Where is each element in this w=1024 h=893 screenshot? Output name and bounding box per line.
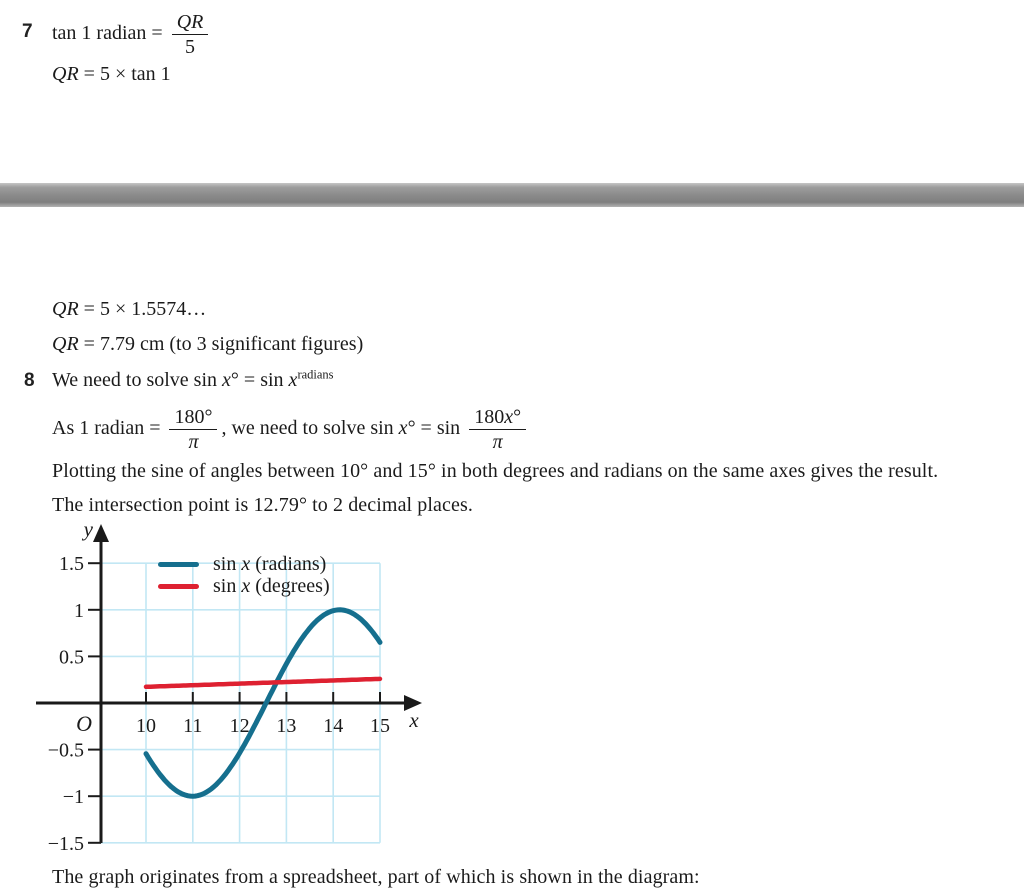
p7-equation-result: QR = 7.79 cm (to 3 significant figures) [52,333,364,355]
x-tick-label: 11 [183,715,203,737]
p8-intersection-text: The intersection point is 12.79° to 2 decimal places. [52,494,473,516]
problem-number-8: 8 [24,370,35,391]
p7-equation-value: QR = 5 × 1.5574… [52,298,207,320]
y-axis-label: y [83,520,93,541]
x-tick-label: 13 [276,715,297,737]
p7-equation-tan: tan 1 radian = $\frac{QR}{5}$ [52,5,212,61]
y-tick-label: −1.5 [47,832,84,855]
p8-plotting-text: Plotting the sine of angles between 10° and 15° in both degrees and radians on the same axes gives the result. [52,460,939,482]
y-tick-label: 1 [74,599,84,622]
origin-label: O [76,711,92,736]
problem-number-7: 7 [22,21,33,42]
y-tick-label: −1 [62,786,84,809]
legend-label-degrees: sin x (degrees) [213,575,330,597]
legend-line-swatch-radians [158,562,199,567]
x-tick-label: 14 [323,715,344,737]
y-axis-arrow-icon [93,524,109,542]
x-tick-label: 15 [370,715,390,737]
y-tick-label: 1.5 [59,553,84,576]
x-tick-label: 10 [136,715,156,737]
x-tick-label: 12 [229,715,250,737]
spreadsheet-caption: The graph originates from a spreadsheet, part of which is shown in the diagram: [52,866,700,888]
y-tick-label: 0.5 [59,646,84,669]
legend-label-radians: sin x (radians) [213,553,327,575]
p7-equation-qr: QR = 5 × tan 1 [52,63,171,85]
legend-line-swatch-degrees [158,584,199,589]
x-axis-label: x [409,708,419,732]
p8-solve-statement: We need to solve $\sin x^\circ = \sin x^{radians}$ [52,367,334,391]
series-sin_degrees [146,679,380,687]
y-tick-label: −0.5 [47,739,84,762]
p8-radian-equation: As 1 radian = $\frac{180^\circ}{\pi}$ , we need to solve sin x° = sin $\frac{180x^\circ}{\pi}$ [52,400,530,456]
section-divider-bar [0,183,1024,207]
